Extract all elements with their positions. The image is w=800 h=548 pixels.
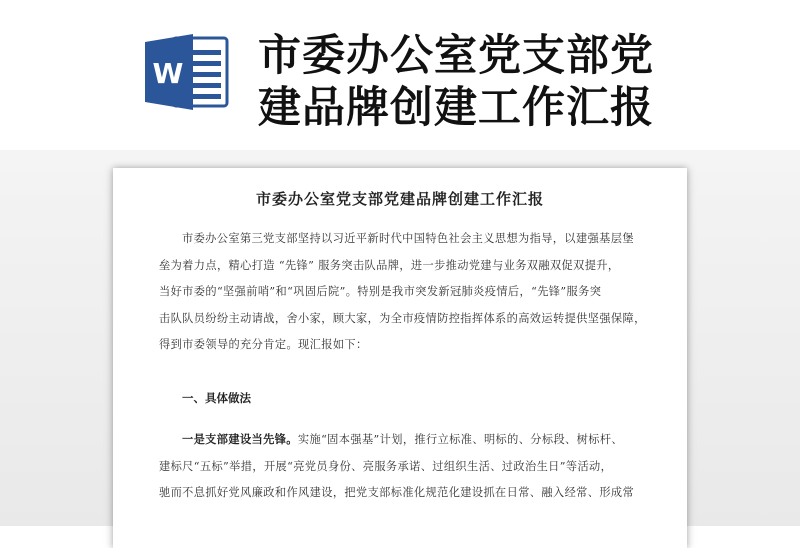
- paragraph-line: 市委办公室第三党支部坚持以习近平新时代中国特色社会主义思想为指导，以建强基层堡: [182, 232, 634, 245]
- document-page: [113, 168, 687, 548]
- paragraph-line-rest: 实施“固本强基”计划，推行立标准、明标的、分标段、树标杆、: [297, 433, 623, 446]
- paragraph-line: 驰而不息抓好党风廉政和作风建设，把党支部标准化规范化建设抓在日常、融入经常、形成常: [159, 486, 635, 499]
- banner-title: [258, 30, 778, 134]
- paragraph-branch-building: [159, 426, 649, 507]
- paragraph-line: 当好市委的“坚强前哨”和“巩固后院”。特别是我市突发新冠肺炎疫情后，“先锋”服务突: [159, 285, 602, 298]
- word-icon: [143, 32, 231, 112]
- paragraph-lead: 一是支部建设当先锋。: [182, 432, 298, 446]
- banner: [0, 0, 800, 150]
- banner-title-line-2: 建品牌创建工作汇报: [258, 83, 654, 133]
- paragraph-line: 击队队员纷纷主动请战，舍小家，顾大家，为全市疫情防控指挥体系的高效运转提供坚强保障，: [159, 311, 646, 325]
- paragraph-line: 得到市委领导的充分肯定。现汇报如下：: [159, 338, 368, 351]
- paragraph-line: 建标尺“五标”举措，开展“亮党员身份、亮服务承诺、过组织生活、过政治生日”等活动，: [159, 459, 613, 473]
- banner-title-line-1: 市委办公室党支部党: [258, 31, 654, 81]
- paragraph-line: [159, 426, 649, 454]
- word-logo-letter: W: [152, 57, 184, 90]
- section-heading: 一、具体做法: [182, 391, 251, 405]
- document-title: 市委办公室党支部党建品牌创建工作汇报: [255, 190, 544, 208]
- paragraph-line: 垒为着力点，精心打造 “先锋” 服务突击队品牌，进一步推动党建与业务双融双促双提升，: [159, 258, 620, 272]
- paragraph-intro: [159, 226, 649, 359]
